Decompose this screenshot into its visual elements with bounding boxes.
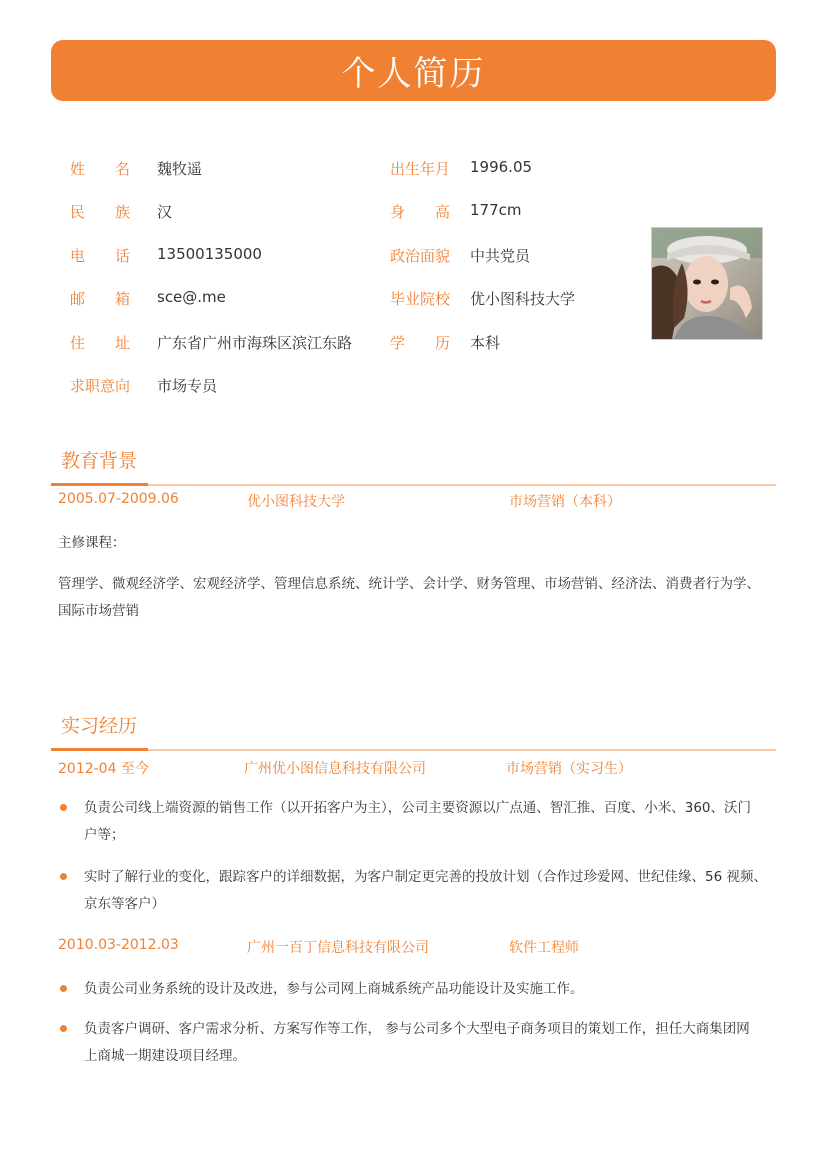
portrait-image [652,228,762,339]
email-label: 邮箱 [70,290,130,308]
height-label: 身高 [390,203,450,221]
ethnic-value: 汉 [157,203,173,221]
education-period: 2005.07-2009.06 [58,491,179,507]
bullet-dot-icon [60,873,67,880]
courses-line2: 国际市场营销 [58,603,139,619]
courses-line1: 管理学、微观经济学、宏观经济学、管理信息系统、统计学、会计学、财务管理、市场营销、经济法、消费者行为学、 [58,576,760,592]
education-major: 市场营销（本科） [509,494,621,510]
job2-bullet1-line1: 负责公司业务系统的设计及改进，参与公司网上商城系统产品功能设计及实施工作。 [84,981,584,997]
page-title: 个人简历 [341,54,486,94]
birth-label: 出生年月 [390,160,451,178]
education-title: 教育背景 [61,450,138,472]
address-label: 住址 [70,334,130,352]
job1-role: 市场营销（实习生） [506,761,632,777]
job1-company: 广州优小图信息科技有限公司 [244,761,426,777]
job2-period: 2010.03-2012.03 [58,937,179,953]
phone-label: 电话 [70,247,130,265]
email-value: sce@.me [157,288,226,306]
title-bar [51,40,776,101]
job1-bullet2-line1: 实时了解行业的变化，跟踪客户的详细数据，为客户制定更完善的投放计划（合作过珍爱网、世纪佳缘、56 视频、 [84,869,767,885]
job1-bullet1-line1: 负责公司线上端资源的销售工作（以开拓客户为主），公司主要资源以广点通、智汇推、百度、小米、360、沃门 [84,800,752,816]
address-value: 广东省广州市海珠区滨江东路 [157,334,353,352]
name-value: 魏牧遥 [157,160,203,178]
education-school: 优小图科技大学 [247,494,345,510]
education-divider [51,484,776,486]
job1-period: 2012-04 至今 [58,761,149,777]
politics-label: 政治面貌 [390,247,451,265]
bullet-dot-icon [60,985,67,992]
degree-label: 学历 [390,334,450,352]
height-value: 177cm [470,201,522,219]
name-label: 姓名 [70,160,130,178]
politics-value: 中共党员 [470,247,531,265]
courses-label: 主修课程： [58,535,126,551]
ethnic-label: 民族 [70,203,130,221]
intent-label: 求职意向 [70,377,131,395]
degree-value: 本科 [470,334,501,352]
education-divider-accent [51,483,148,486]
job1-bullet2-line2: 京东等客户） [84,896,165,912]
job2-company: 广州一百丁信息科技有限公司 [247,940,429,956]
birth-value: 1996.05 [470,158,533,176]
phone-value: 13500135000 [157,245,262,263]
job2-role: 软件工程师 [509,940,579,956]
profile-photo [651,227,763,340]
internship-divider [51,749,776,751]
bullet-dot-icon [60,804,67,811]
internship-divider-accent [51,748,148,751]
job2-bullet2-line1: 负责客户调研、客户需求分析、方案写作等工作， 参与公司多个大型电子商务项目的策划工作，担任大商集团网 [84,1021,750,1037]
bullet-dot-icon [60,1025,67,1032]
internship-title: 实习经历 [61,715,138,737]
job2-bullet2-line2: 上商城一期建设项目经理。 [84,1048,246,1064]
school-label: 毕业院校 [390,290,451,308]
job1-bullet1-line2: 户等； [84,827,125,843]
school-value: 优小图科技大学 [470,290,576,308]
intent-value: 市场专员 [157,377,218,395]
